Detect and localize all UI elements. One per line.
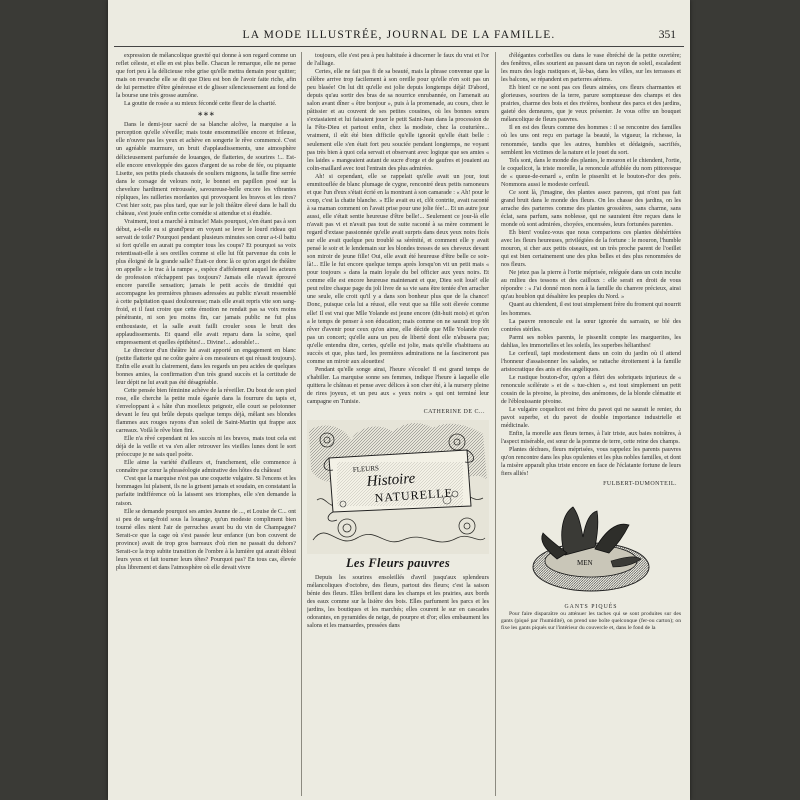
illustration-scroll-label: FLEURS <box>352 464 380 475</box>
col3-paragraph: d'élégantes corbeilles ou dans le vase ébréché de la petite ouvrière; des fenêtres, elles sourient au passant dans un rayon de soleil, escaladent les murs des logis rustiques et, là-bas, dans les villes, sur les terrasses et les balcons, se répandent en parterres aériens. <box>501 53 681 84</box>
col1-paragraph: expression de mélancolique gravité qui donne à son regard comme un reflet céleste, et elle en est plus belle. Chacun le remarque, elle ne pense que fort peu à la délicieuse robe grise qu'elle mettra demain pour quitter; mais on revanche elle se dit que Dieu est bon de l'avoir faite riche, afin de lui permettre d'être généreuse et de glisser silencieusement au fond de la bourse une très grosse aumône. <box>116 53 296 100</box>
col3-paragraph: Quant au chiendent, il est tout simplement frère du froment qui nourrit les hommes. <box>501 302 681 317</box>
col3-paragraph: Parmi ses nobles parents, le pissenlit compte les marguerites, les dahlias, les immortelles et les soleils, les superbes hélianthes! <box>501 334 681 349</box>
col1-paragraph: La goutte de rosée a su mieux fécondé cette fleur de la charité. <box>124 101 277 108</box>
col3-gloves-paragraph: Pour faire disparaître ou atténuer les taches qui se sont produites sur des gants (piqué par l'humidité), on prend une boîte quelconque (fer-ou carton); on fixe les gants piqués sur l'intérieur du couvercle et, dans le fond de la <box>501 610 681 632</box>
column-left <box>116 52 296 796</box>
page-header <box>108 27 690 49</box>
column-right <box>501 52 681 796</box>
col3-paragraph: Le vulgaire coquelicot est frère du pavot qui ne saurait le renier, du pavot superbe, et du pavot de double importance industrielle et médicinale. <box>501 407 681 430</box>
col3-paragraph: Eh bien! voulez-vous que nous comparions ces plantes déshéritées avec les fleurs heureuses, privilégiées de la fortune : le mouron, l'humble mouron, si cher aux petits oiseaux, est un très proche parent de l'oeillet qui est bien certainement une des plus belles et des plus renommées de nos fleurs. <box>501 230 681 269</box>
col1-paragraph: Le directeur d'un théâtre lui avait apporté un engagement en blanc (petite flatterie qui ne coûte guère à ces messieurs et qui réussit toujours). Enfin elle avait lu clairement, dans les regards un peu acides de quelques bonnes amies, la confirmation d'un très grand succès et la certitude de leur dépit ne lui avait pas été désagréable. <box>116 347 296 386</box>
col2-paragraph: toujours, elle s'est peu à peu habituée à discerner le faux du vrai et l'or de l'alliage. <box>307 53 489 68</box>
col3-paragraph: Tels sont, dans le monde des plantes, le mouron et le chiendent, l'ortie, le coquelicot, la triste morelle, la renoncule affublée du nom pittoresque de « queue-de-renard », enfin le pissenlit et le bouton-d'or des prés. Nommons aussi le modeste cerfeuil. <box>501 157 681 188</box>
author-signature-catherine: CATHERINE DE C... <box>423 409 485 416</box>
gloves-engraving <box>501 497 681 601</box>
header-rule <box>114 46 684 47</box>
col3-paragraph: Enfin, la morelle aux fleurs ternes, à l'air triste, aux baies noirâtres, à l'aspect misérable, est sœur de la pomme de terre, cette reine des champs. <box>501 431 681 446</box>
gloves-box-label: MEN <box>577 558 593 567</box>
article-title: Les Fleurs pauvres <box>345 556 450 571</box>
engraving-flowers-scroll <box>307 420 489 554</box>
journal-title: LA MODE ILLUSTRÉE, JOURNAL DE LA FAMILLE. <box>242 29 556 41</box>
gloves-caption: GANTS PIQUÉS <box>564 603 618 610</box>
illustration-title-histoire: Histoire <box>366 470 416 491</box>
col1-paragraph: Vraiment, tout a marché à miracle! Mais pourquoi, s'en étant pas à son début, a-t-elle eu si grand'peur en voyant se lever le lourd rideau qui servait de toile? Pourquoi pendant plusieurs minutes son cœur a-t-il battu si fort qu'elle en aurait pu compter tous les coups? Et pourquoi sa voix retentissait-elle à ses oreilles comme si elle lui fût parvenue du coin le plus éloigné de la grande salle? Était-ce donc là ce qu'on argot de théâtre on appelle « le trac à la rampe », espèce d'affolement auquel les acteurs de profession n'échappent pas toujours? Jamais elle n'avait éprouvé encore pareille sensation; jamais le petit accès de timidité qui accompagne les premières phrases adressées au public n'avait ressemblé à cette palpitation quasi douloureuse; mais elle avait repris vite son sang-froid, et il faut croire que cette émotion ne rendait pas sa voix moins pénétrante, ni son jeu moins fin, car jamais public ne fut plus enthousiaste, et la salle avait failli crouler sous le bruit des applaudissements. Et quand elle avait reparu dans la scène, quel empressement et quelles épithètes!... Divine!... adorable!... <box>116 218 296 346</box>
col3-paragraph: Eh bien! ce ne sont pas ces fleurs aimées, ces fleurs charmantes et glorieuses, sourires de la terre, parure somptueuse des champs et des prairies, charme des bois et des rivières, bonheur des parcs et des jardins, gaieté des demeures, que je veux présenter. Je vous offre un bouquet mélancolique de fleurs pauvres. <box>501 85 681 124</box>
col2-paragraph: Ah! si cependant, elle se rappelait qu'elle avait un jour, tout emmitouflée de blanc plumage de cygne, rencontré deux petits ramoneurs et que l'un d'eux s'était écrié en la montrant à son camarade : « Ah! pour le coup, c'est la chatte blanche. » Elle avait eu et, clôt contrite, avait raconté à sa maman comment on l'avait prise pour une jolie fée!... Et un autre jour aussi, elle s'était sentie heureuse d'être belle!... Seulement ce jour-là elle n'avait pas vi et n'avait pas tout de suite raconté à sa mère comment le regard d'extase passionnée qu'elle avait surpris dans deux yeux noirs ficés sur elle avait quelque peu troublé sa sérénité, et comment elle y avait pensé le soir et le lendemain sur les blondes tresses de ses cheveux devant son miroir de jeune fille! Oui, elle avait été heureuse d'être belle ce soir-là!... Elle le fut encore quelque temps après lorsqu'on vit un petit mais « pour toujours » dans la main loyale du bel officier aux yeux noirs. Et comme elle est encore heureuse maintenant et que, Dieu soit loué! elle peut relire chaque page du joli livre de sa vie sans être tentée d'en arracher une seule, elle croit qu'il y a dans son bonheur plus que de la chance! Donc, puisque cela lui a réussi, elle veut que sa fille soit élevée comme elle! Il est vrai que Mlle Yolande est jeune encore (dit-huit mois) et qu'on a le temps de penser à son éducation; mais comme on ne saurait trop tôt rêver d'avenir pour ceux qu'on aime, elle décide que Mlle Yolande n'en pas un concert; qu'elle aura un peu de liberté dont elle n'abusera pas; qu'elle entendra dire, certes, qu'elle est jolie, mais qu'elle s'habituera au succès et que, plus tard, les premières admirations ne la fascineront pas comme un miroir aux alouettes! <box>307 173 489 365</box>
col1-paragraph: C'est que la marquise n'est pas une coquette vulgaire. Si l'encens et les hommages lui plaisent, ils ne la grisent jamais et soudain, en constatant la parfaite indifférence où la laissent ses triomphes, elle s'en demande la raison. <box>116 476 296 507</box>
col2-paragraph: Certes, elle ne fait pas fi de sa beauté, mais la phrase convenue que la célèbre arrive trop facilement à son oreille pour qu'elle n'en soit pas un peu blasée! On lui dit qu'elle est jolie depuis longtemps déjà! D'abord, depuis qu'au sortir des bras de sa nourrice enrubannée, on l'amenait au salon avant dîner « être bonjour », puis à la promenade, au cours, chez le pâtissier et au couvent de ses petites cousines, où les bonnes sœurs s'extasiaient et lui faisaient jouer le petit Saint-Jean dans la procession de la Fête-Dieu et partout enfin, chez la modiste, chez la couturière... vraiment, il eût été bien difficile qu'elle ignorât qu'elle était belle : seulement elle s'en était fort peu souciée pendant longtemps, ne voyant pas très bien à quoi cela servait et observant avec logique que ses amies « les laides » mangeaient autant de sucre d'orge et de gaufres et jouaient au colin-maillard avec tout l'entrain des plus admirées. <box>307 69 489 172</box>
col1-paragraph: Elle se demande pourquoi ses amies Jeanne de ..., et Louise de C... ont si peu de sang-froid sous la louange, qu'un modeste compliment bien tourné elles nient l'air de perruches avant bu du vin de Champagne? Serait-ce que la cage où s'est passée leur enfance (un bon couvent de province) avait de trop gros barreaux d'où rien ne passait du dehors? Serait-ce la trop subite transition de l'ombre à la lumière qui aurait ébloui leurs yeux et fait tourner leurs têtes? Pourquoi pas? En tous cas, élevée plus librement et dans l'atmosphère où elle devait vivre <box>116 508 296 571</box>
column-middle <box>307 52 489 796</box>
col1-paragraph: Elle n'a rêvé cependant ni les succès ni les bravos, mais tout cela est déjà de la veille et va s'en aller retrouver les vieilles lunes dont le sort préoccupe je ne sais quel poète. <box>116 436 296 459</box>
col3-paragraph: Il en est des fleurs comme des hommes : il se rencontre des familles où les uns ont reçu en partage la beauté, la vigueur, la richesse, la renommée, tandis que les autres, humbles et dédaignés, sacrifiés, semblent les victimes de la nature et le jouet du sort. <box>501 125 681 156</box>
col3-paragraph: La pauvre renoncule est la sœur ignorée du sarrasin, se blé des contrées stériles. <box>501 318 681 333</box>
journal-page <box>108 0 690 800</box>
gloves-text <box>501 611 681 633</box>
gants-piques-illustration <box>501 497 681 601</box>
col1-paragraph: Elle aime la variété d'ailleurs et, franchement, elle commence à connaître par cœur la phraséologie admirative des hôtes du château! <box>116 460 296 475</box>
column-rule-left <box>301 52 302 796</box>
author-signature-fulbert: FULBERT-DUMONTEIL. <box>603 481 677 488</box>
column-rule-right <box>495 52 496 796</box>
col3-paragraph: Le cerfeuil, tapi modestement dans un coin du jardin où il attend l'honneur d'assaisonner les salades, se rattache étroitement à la famille aristocratique des anis et des angéliques. <box>501 350 681 373</box>
section-divider-stars: ∗∗∗ <box>197 110 215 119</box>
col2-paragraph: Pendant qu'elle songe ainsi, l'heure s'écoule! Il est grand temps de s'habiller. La marquise sonne ses femmes, indique l'heure à laquelle elle quittera le château et pense avec délices à son cher été, à la nursery pleine de rires joyeux, et un peu aux « yeux noirs » qui ont terminé leur campagne en Tunisie. <box>307 366 489 406</box>
col1-paragraph: Dans le demi-jour sacré de sa blanche alcôve, la marquise a la perception qu'elle s'éveille; mais toute ensommeillée encore et frileuse, elle n'ouvre pas les yeux et achève en songerie le rêve commencé. C'est un agréable murmure, un bruit d'applaudissements, une atmosphère délicieusement parfumée de louanges, de flatteries, de sourires !... Est-elle encore enveloppée des gazes d'argent de sa robe de fée, ou piquante Lisette, ses petits pieds chaussés de souliers mignons, la taille fine serrée dans le corsage de velours noir, le bonnet en papillon posé sur la chevelure hardiment retroussée, savoureuse-belle encore les vibrantes répliques, les railleries mordantes qui provoquent les bravos et les rires? C'est hier soir, pas plus tard, que sur le joli théâtre élevé dans le hall du château, s'est jouée enfin cette comédie si attendue et si étudiée. <box>116 122 296 217</box>
page-number: 351 <box>658 29 676 41</box>
col3-paragraph: Ce sont là, j'imagine, des plantes assez pauvres, qui n'ont pas fait grand bruit dans le monde des fleurs. On les chasse des jardins, on les arrache des parterres comme des plantes grossières, sans charme, sans éclat, sans parfum, sans noblesse, qui ne sauraient être reçues dans le monde où sont admirées, choyées, encensées, leurs fortunées parentes. <box>501 189 681 228</box>
col1-paragraph: Cette pensée bien féminine achève de la réveiller. Du bout de son pied rose, elle cherche la petite mule égarée dans la fourrure du tapis et, s'enveloppant à « hâte d'un moelleux peignoir, elle court se pelotonner devant le feu qui brûle depuis quelque temps déjà, mêlant ses blondes flammes aux rouges rayons d'un soleil de Saint-Martin qui frappe aux carreaux. Voilà le rêve bien fini. <box>116 387 296 435</box>
histoire-naturelle-illustration <box>307 420 489 554</box>
col3-paragraph: Ne jetez pas la pierre à l'ortie méprisée, reléguée dans un coin inculte au milieu des tessons et des cailloux : elle serait en droit de vous répondre : « J'ai donné mon nom à la famille du chanvre précieux, ainsi qu'au houblon qui désaltère les peuples du Nord. » <box>501 270 681 301</box>
illustration-title-naturelle: NATURELLE <box>374 485 454 506</box>
col3-paragraph: Le rustique bouton-d'or, qu'on a flétri des sobriquets injurieux de « renoncule scélérate » et de « tue-chien », est tout simplement un petit cousin de la pivoine, la pivoine, des anémones, de la blonde clématite et de l'éblouissante pivoine. <box>501 374 681 406</box>
col2-article-paragraph: Depuis les sourires ensoleillés d'avril jusqu'aux splendeurs mélancoliques d'octobre, des fleurs, partout des fleurs; c'est la saison bénie des fleurs. Elles brillent dans les champs et les prairies, aux bords des eaux comme sur la lisière des bois. Elles parfument les parcs et les jardins, les boutiques et les marchés; elles courent le sur en cascades odorantes, en pyramides de neige, de pourpre et d'or; elles embaument les salons et les mansardes, pressées dans <box>307 575 489 630</box>
col3-paragraph: Plantes déchues, fleurs méprisées, vous rappelez les parents pauvres qu'on rencontre dans les plus opulentes et les plus nobles familles, et dont la misère apparaît plus triste encore en face de l'éclatante fortune de leurs fiers alliés! <box>501 447 681 478</box>
